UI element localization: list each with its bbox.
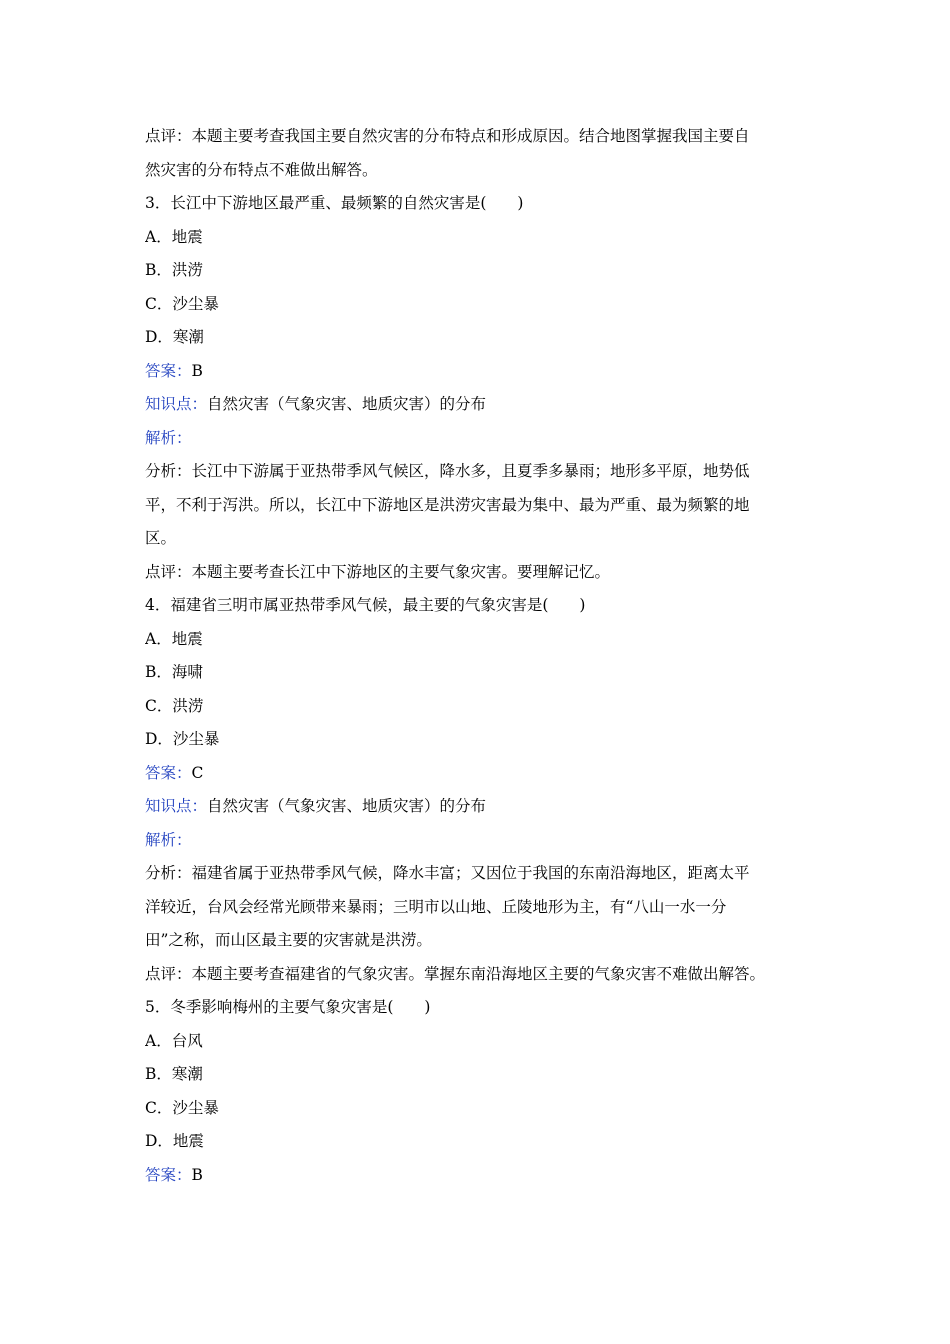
q4-answer <box>145 757 811 791</box>
document-body <box>145 120 811 1192</box>
q3-analysis-line: 平，不利于泻洪。所以，长江中下游地区是洪涝灾害最为集中、最为严重、最为频繁的地 <box>145 495 750 514</box>
q3-option-a: A．地震 <box>145 227 203 246</box>
q3-analysis-label: 解析： <box>145 428 192 447</box>
question-4: 4．福建省三明市属亚热带季风气候，最主要的气象灾害是( ) <box>145 596 586 614</box>
answer-value: B <box>191 1165 203 1184</box>
q3-option-b: B．洪涝 <box>145 261 203 279</box>
comment-label: 点评： <box>145 127 192 145</box>
q4-option-a: A．地震 <box>145 629 203 648</box>
q3-analysis-line: 区。 <box>145 529 177 547</box>
q4-analysis-line: 分析：福建省属于亚热带季风气候，降水丰富；又因位于我国的东南沿海地区，距离太平 <box>145 864 750 882</box>
answer-label: 答案： <box>145 1165 192 1184</box>
q4-option-d: D．沙尘暴 <box>145 730 220 748</box>
q5-answer <box>145 1159 811 1193</box>
comment-line <box>145 120 811 154</box>
q4-analysis-line: 洋较近，台风会经常光顾带来暴雨；三明市以山地、丘陵地形为主，有“八山一水一分 <box>145 897 727 916</box>
q3-analysis-line: 分析：长江中下游属于亚热带季风气候区，降水多，且夏季多暴雨；地形多平原，地势低 <box>145 462 750 480</box>
q5-option-b: B．寒潮 <box>145 1065 203 1083</box>
answer-value: C <box>191 763 204 782</box>
q5-option-c: C．沙尘暴 <box>145 1098 219 1117</box>
q4-analysis-label: 解析： <box>145 830 192 849</box>
knowledge-value: 自然灾害（气象灾害、地质灾害）的分布 <box>207 797 487 815</box>
answer-label: 答案： <box>145 361 192 380</box>
answer-label: 答案： <box>145 763 192 782</box>
q3-answer <box>145 355 811 389</box>
knowledge-label: 知识点： <box>145 395 208 413</box>
question-5: 5．冬季影响梅州的主要气象灾害是( ) <box>145 998 431 1016</box>
q5-option-d: D．地震 <box>145 1132 204 1150</box>
q4-option-c: C．洪涝 <box>145 696 204 715</box>
q4-option-b: B．海啸 <box>145 663 203 681</box>
comment-line: 然灾害的分布特点不难做出解答。 <box>145 160 378 179</box>
q3-comment: 点评：本题主要考查长江中下游地区的主要气象灾害。要理解记忆。 <box>145 562 611 581</box>
q4-knowledge <box>145 790 811 824</box>
q4-analysis-line: 田”之称，而山区最主要的灾害就是洪涝。 <box>145 931 432 949</box>
question-3: 3．长江中下游地区最严重、最频繁的自然灾害是( ) <box>145 194 524 212</box>
answer-value: B <box>191 361 203 380</box>
q4-comment: 点评：本题主要考查福建省的气象灾害。掌握东南沿海地区主要的气象灾害不难做出解答。 <box>145 964 766 983</box>
q3-option-d: D．寒潮 <box>145 328 204 346</box>
q3-knowledge <box>145 388 811 422</box>
q5-option-a: A．台风 <box>145 1031 203 1050</box>
knowledge-value: 自然灾害（气象灾害、地质灾害）的分布 <box>207 395 487 413</box>
knowledge-label: 知识点： <box>145 797 208 815</box>
comment-text: 本题主要考查我国主要自然灾害的分布特点和形成原因。结合地图掌握我国主要自 <box>191 127 750 145</box>
q3-option-c: C．沙尘暴 <box>145 294 219 313</box>
